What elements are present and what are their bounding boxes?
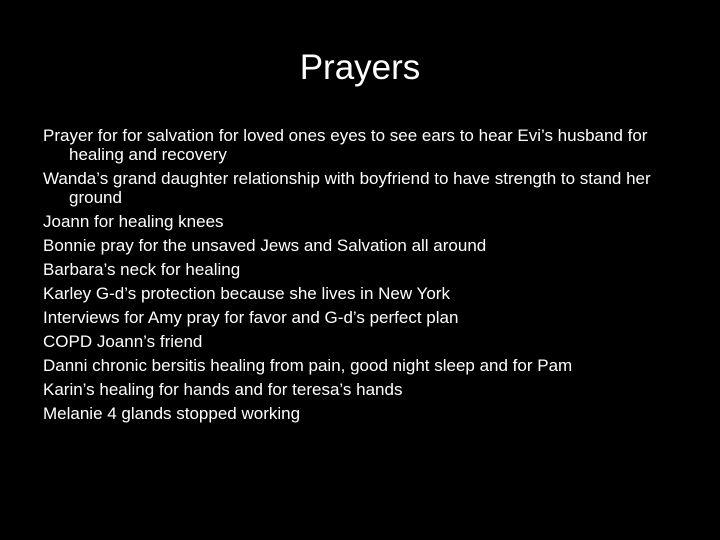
- list-item: COPD Joann’s friend: [43, 332, 203, 351]
- list-item: Joann for healing knees: [43, 212, 224, 231]
- list-item: Prayer for for salvation for loved ones eyes to see ears to hear Evi’s husband for healing and recovery: [43, 126, 648, 164]
- list-item: Karin’s healing for hands and for teresa’s hands: [43, 380, 403, 399]
- list-item: Melanie 4 glands stopped working: [43, 404, 301, 423]
- list-item: Bonnie pray for the unsaved Jews and Salvation all around: [43, 236, 487, 255]
- list-item: Wanda’s grand daughter relationship with boyfriend to have strength to stand her ground: [43, 169, 651, 207]
- list-item: Karley G-d’s protection because she lives in New York: [43, 284, 450, 303]
- prayer-list: [43, 126, 668, 428]
- list-item: Danni chronic bersitis healing from pain, good night sleep and for Pam: [43, 356, 573, 375]
- list-item: Interviews for Amy pray for favor and G-d’s perfect plan: [43, 308, 459, 327]
- slide-title: Prayers: [299, 48, 421, 87]
- list-item: Barbara’s neck for healing: [43, 260, 241, 279]
